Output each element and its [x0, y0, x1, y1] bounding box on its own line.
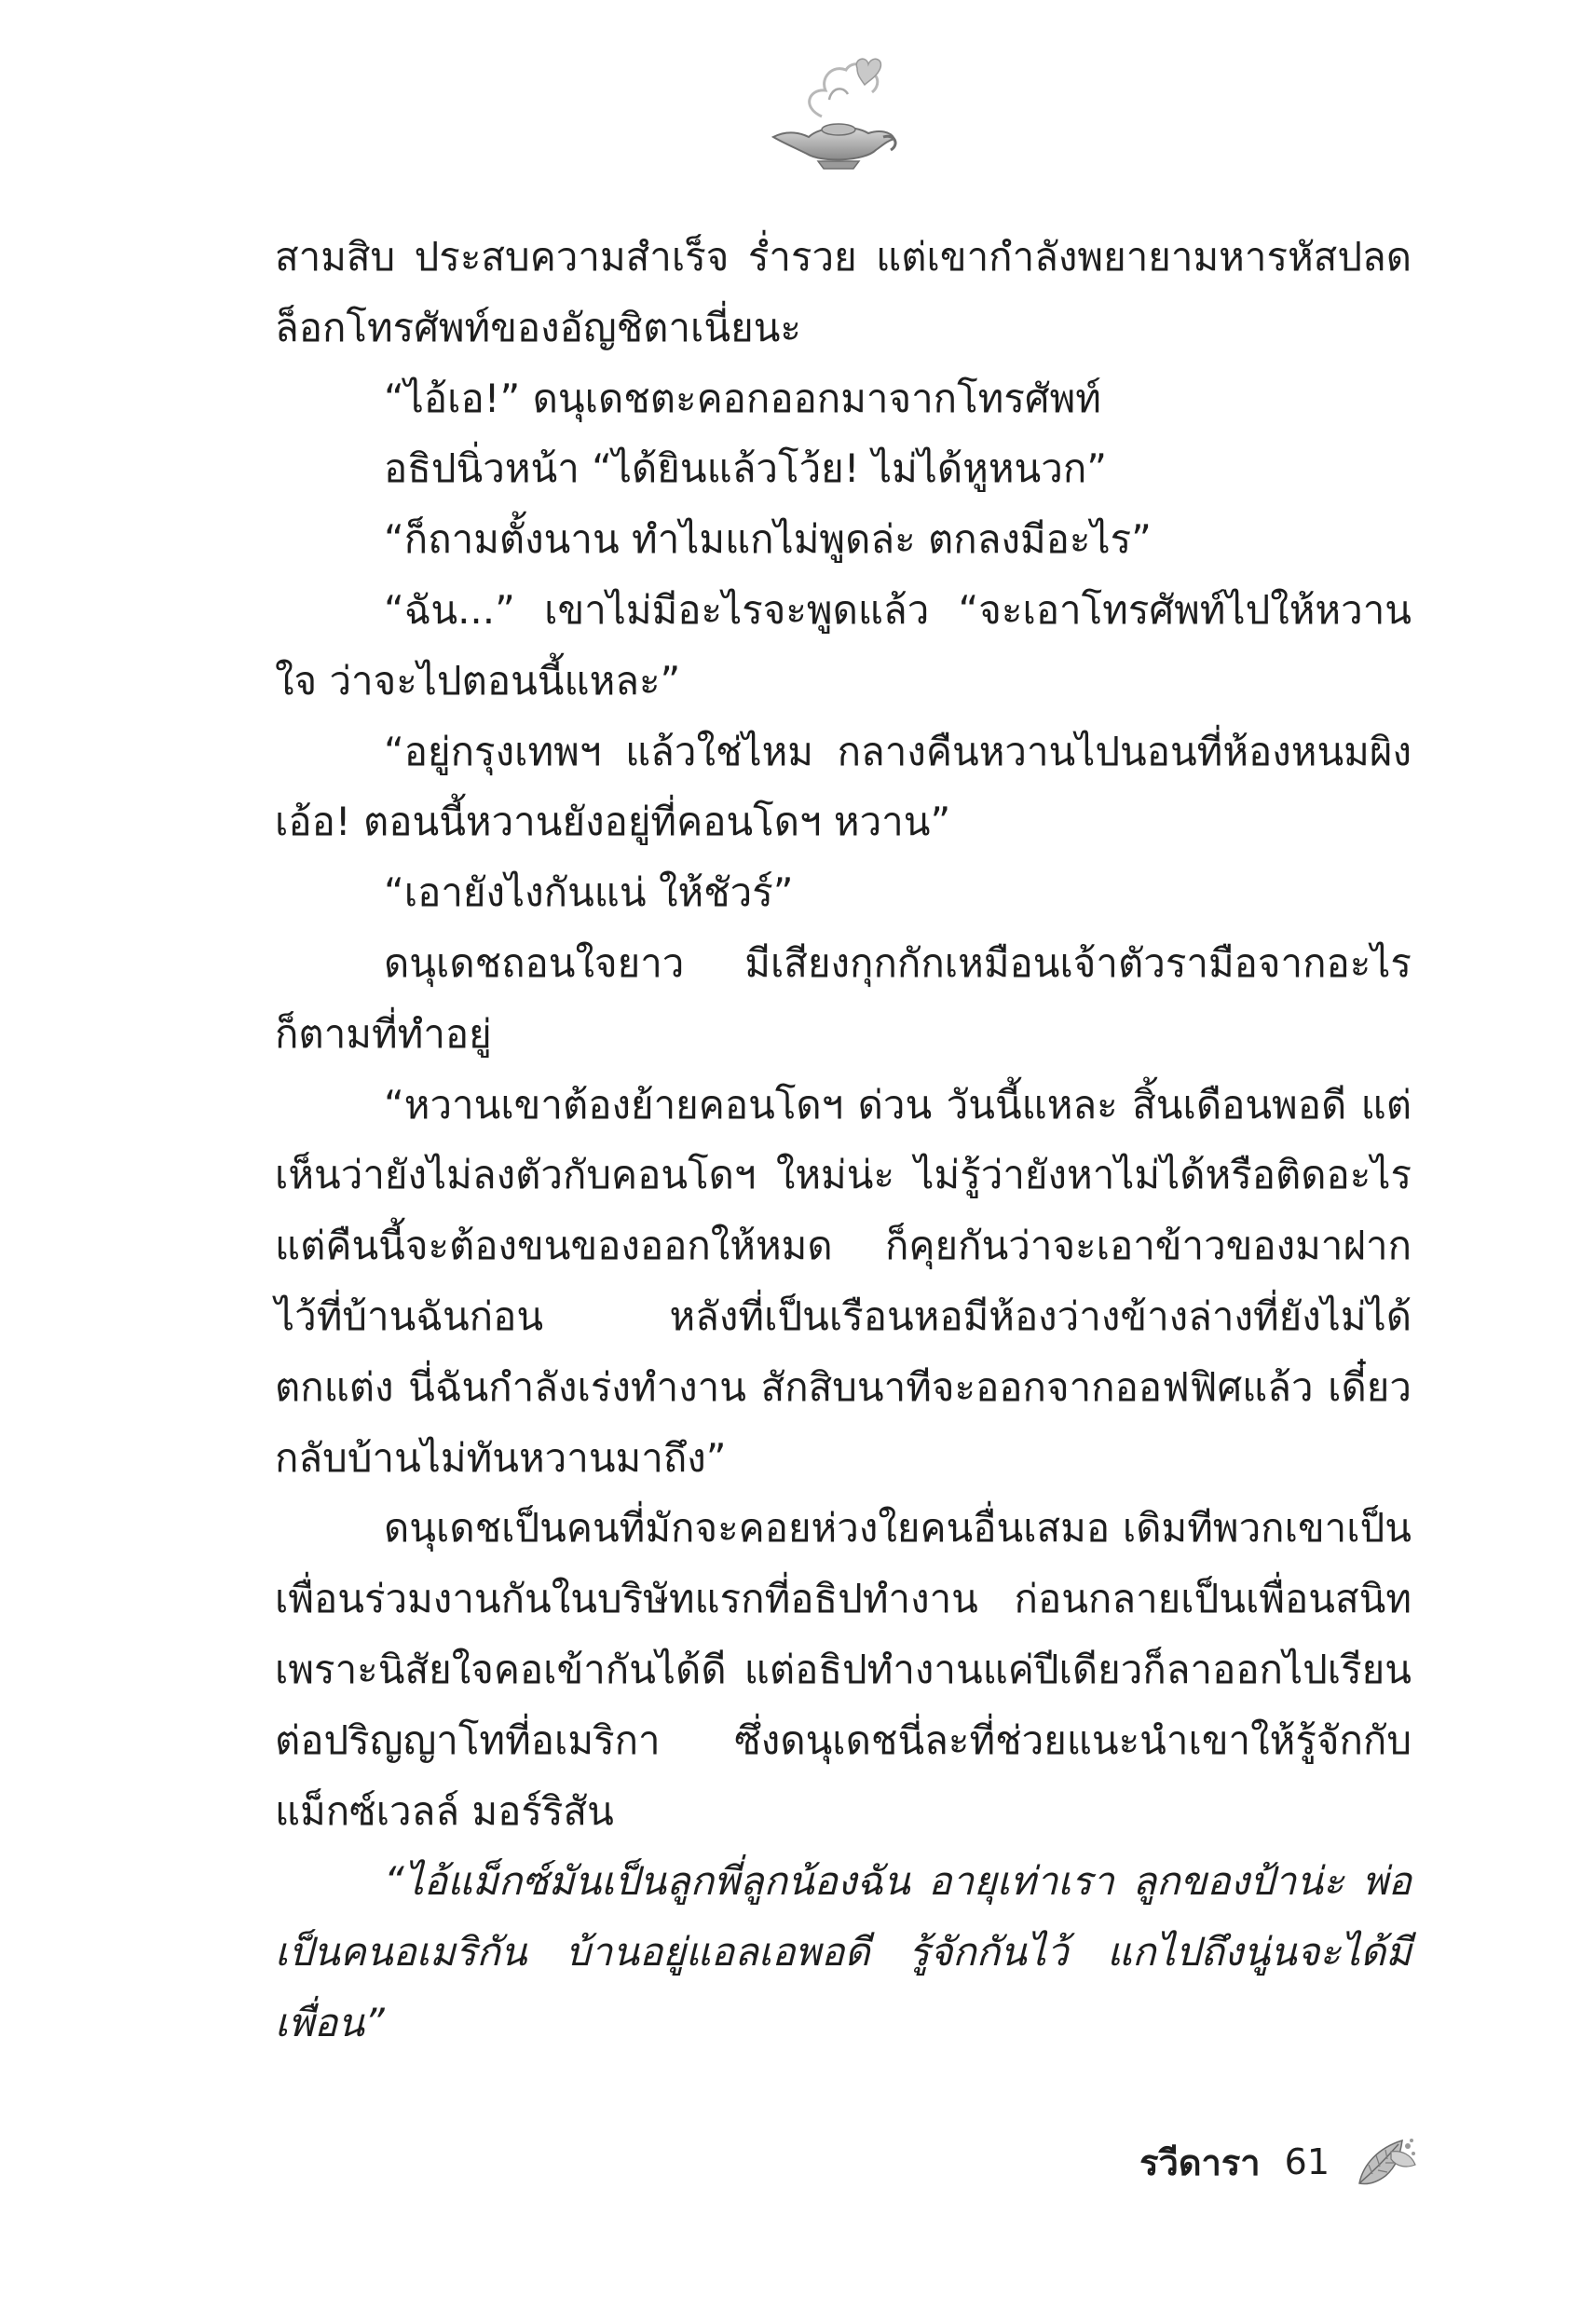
page-footer [1139, 2129, 1419, 2195]
paragraph: อธิปนิ่วหน้า “ได้ยินแล้วโว้ย! ไม่ได้หูหนวก” [384, 445, 1108, 492]
paragraph: ดนุเดชถอนใจยาว มีเสียงกุกกักเหมือนเจ้าตัวรามือจากอะไรก็ตามที่ทำอยู่ [275, 939, 1412, 1057]
paragraph: “ก็ถามตั้งนาน ทำไมแกไม่พูดล่ะ ตกลงมีอะไร” [384, 516, 1152, 563]
paragraph: “เอายังไงกันแน่ ให้ชัวร์” [384, 869, 794, 916]
page-body [275, 222, 1412, 2058]
paragraph: “อยู่กรุงเทพฯ แล้วใช่ไหม กลางคืนหวานไปนอนที่ห้องหนมผิง เอ้อ! ตอนนี้หวานยังอยู่ที่คอนโดฯ หวาน” [275, 728, 1412, 845]
paragraph: “ไอ้เอ!” ดนุเดชตะคอกออกมาจากโทรศัพท์ [384, 375, 1101, 421]
genie-lamp-ornament-icon [764, 51, 904, 172]
paragraph-italic: “ไอ้แม็กซ์มันเป็นลูกพี่ลูกน้องฉัน อายุเท่าเรา ลูกของป้าน่ะ พ่อเป็นคนอเมริกัน บ้านอยู่แอลเอพอดี รู้จักกันไว้ แกไปถึงนู่นจะได้มีเพื่อน” [275, 1858, 1412, 2045]
paragraph: “หวานเขาต้องย้ายคอนโดฯ ด่วน วันนี้แหละ สิ้นเดือนพอดี แต่เห็นว่ายังไม่ลงตัวกับคอนโดฯ ใหม่น่ะ ไม่รู้ว่ายังหาไม่ได้หรือติดอะไร แต่คืนนี้จะต้องขนของออกให้หมด ก็คุยกันว่าจะเอาข้าวของมาฝากไว้ที่บ้านฉันก่อน หลังที่เป็นเรือนหอมีห้องว่างข้างล่างที่ยังไม่ได้ตกแต่ง นี่ฉันกำลังเร่งทำงาน สักสิบนาทีจะออกจากออฟฟิศแล้ว เดี๋ยวกลับบ้านไม่ทันหวานมาถึง” [275, 1081, 1412, 1481]
paragraph: ดนุเดชเป็นคนที่มักจะคอยห่วงใยคนอื่นเสมอ เดิมทีพวกเขาเป็นเพื่อนร่วมงานกันในบริษัทแรกที่อธิปทำงาน ก่อนกลายเป็นเพื่อนสนิทเพราะนิสัยใจคอเข้ากันได้ดี แต่อธิปทำงานแค่ปีเดียวก็ลาออกไปเรียนต่อปริญญาโทที่อเมริกา ซึ่งดนุเดชนี่ละที่ช่วยแนะนำเขาให้รู้จักกับแม็กซ์เวลล์ มอร์ริสัน [275, 1505, 1412, 1834]
paragraph: “ฉัน...” เขาไม่มีอะไรจะพูดแล้ว “จะเอาโทรศัพท์ไปให้หวานใจ ว่าจะไปตอนนี้แหละ” [275, 586, 1412, 704]
paragraph: สามสิบ ประสบความสำเร็จ ร่ำรวย แต่เขากำลังพยายามหารหัสปลดล็อกโทรศัพท์ของอัญชิตาเนี่ยนะ [275, 234, 1412, 350]
page-number: 61 [1284, 2141, 1330, 2182]
book-title: รวีดารา [1139, 2141, 1261, 2183]
leaf-ornament-icon [1354, 2133, 1419, 2191]
